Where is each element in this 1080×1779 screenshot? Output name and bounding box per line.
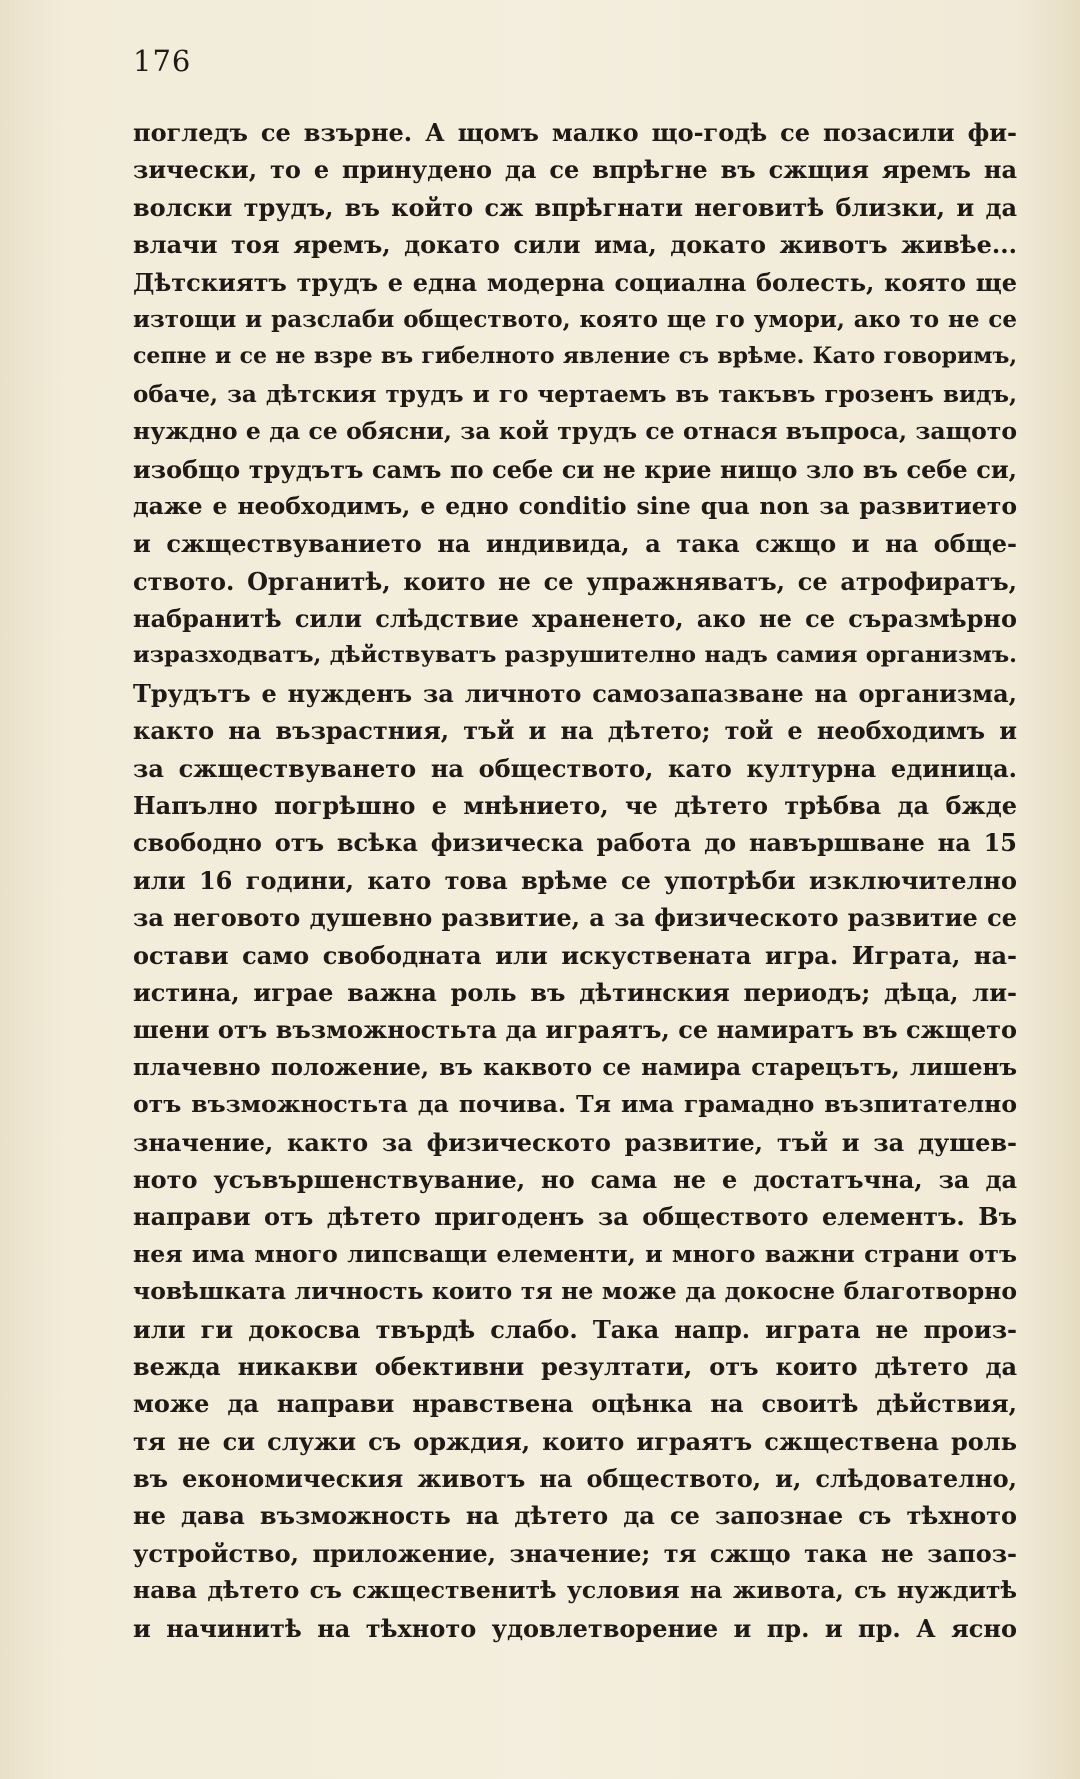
text-line: зически, то е принудено да се впрѣгне въ сжщия яремъ на (133, 155, 1017, 185)
text-line: човѣшката личность които тя не може да докосне благотворно (133, 1277, 1017, 1306)
text-line: нуждно е да се обясни, за кой трудъ се отнася въпроса, защото (133, 417, 1017, 446)
text-line: даже е необходимъ, е едно conditio sine qua non за развитието (133, 491, 1017, 520)
text-line: Дѣтскиятъ трудъ е една модерна социална болесть, която ще (133, 267, 1017, 297)
text-line: свободно отъ всѣка физическа работа до навършване на 15 (133, 828, 1017, 858)
text-line: направи отъ дѣтето пригоденъ за обществото елементъ. Въ (133, 1202, 1017, 1232)
text-line: сепне и се не взре въ гибелното явление съ врѣме. Като говоримъ, (133, 343, 1017, 370)
text-line: може да направи нравствена оцѣнка на своитѣ дѣйствия, (133, 1389, 1017, 1419)
text-line: остави само свободната или искуствената игра. Играта, на- (133, 940, 1017, 970)
text-line: ното усъвършенствувание, но сама не е достатъчна, за да (133, 1164, 1017, 1194)
text-line: Трудътъ е нужденъ за личното самозапазване на организма, (133, 678, 1017, 708)
text-line: набранитѣ сили слѣдствие храненето, ако не се съразмѣрно (133, 604, 1017, 634)
text-line: въ економическия животъ на обществото, и, слѣдователно, (133, 1464, 1017, 1494)
text-line: за сжществуването на обществото, като културна единица. (133, 753, 1017, 783)
text-line: тя не си служи съ орждия, които играятъ сжществена роль (133, 1426, 1017, 1456)
text-line: обаче, за дѣтския трудъ и го чертаемъ въ такъвъ грозенъ видъ, (133, 380, 1017, 408)
text-line: влачи тоя яремъ, докато сили има, докато животъ живѣе... (133, 230, 1017, 260)
text-line: изобщо трудътъ самъ по себе си не крие нищо зло въ себе си, (133, 454, 1017, 484)
text-line: истина, играе важна роль въ дѣтинския периодъ; дѣца, ли- (133, 977, 1017, 1007)
text-line: волски трудъ, въ който сж впрѣгнати неговитѣ близки, и да (133, 192, 1017, 222)
text-line: или ги докосва твърдѣ слабо. Така напр. играта не произ- (133, 1314, 1017, 1344)
text-line: изтощи и разслаби обществото, която ще го умори, ако то не се (133, 305, 1017, 333)
page-number: 176 (133, 44, 192, 78)
text-line: и сжществуванието на индивида, а така сжщо и на обще- (133, 529, 1017, 559)
text-line: или 16 години, като това врѣме се употрѣби изключително (133, 865, 1017, 895)
text-line: и начинитѣ на тѣхното удовлетворение и пр. и пр. А ясно (133, 1613, 1017, 1643)
text-line: нава дѣтето съ сжщественитѣ условия на живота, съ нуждитѣ (133, 1576, 1017, 1605)
text-line: не дава възможность на дѣтето да се запознае съ тѣхното (133, 1501, 1017, 1531)
page-text-body (133, 114, 1017, 1647)
text-line: ството. Органитѣ, които не се упражняватъ, се атрофиратъ, (133, 566, 1017, 596)
text-line: значение, както за физическото развитие, тъй и за душев- (133, 1127, 1017, 1157)
text-line: за неговото душевно развитие, а за физическото развитие се (133, 903, 1017, 933)
text-line: както на възрастния, тъй и на дѣтето; той е необходимъ и (133, 716, 1017, 746)
text-line: устройство, приложение, значение; тя сжщо така не запоз- (133, 1538, 1017, 1568)
text-line: Напълно погрѣшно е мнѣнието, че дѣтето трѣбва да бжде (133, 791, 1017, 821)
text-line: отъ възможностьта да почива. Тя има грамадно възпитателно (133, 1090, 1017, 1119)
text-line: шени отъ възможностьта да играятъ, се намиратъ въ сжщето (133, 1015, 1017, 1045)
text-line: вежда никакви обективни резултати, отъ които дѣтето да (133, 1351, 1017, 1381)
text-line: плачевно положение, въ каквото се намира старецътъ, лишенъ (133, 1053, 1017, 1081)
text-line: нея има много липсващи елементи, и много важни страни отъ (133, 1239, 1017, 1268)
text-line: изразходватъ, дѣйствуватъ разрушително надъ самия организмъ. (133, 642, 1017, 669)
text-line: погледъ се взърне. А щомъ малко що-годѣ се позасили фи- (133, 118, 1017, 147)
